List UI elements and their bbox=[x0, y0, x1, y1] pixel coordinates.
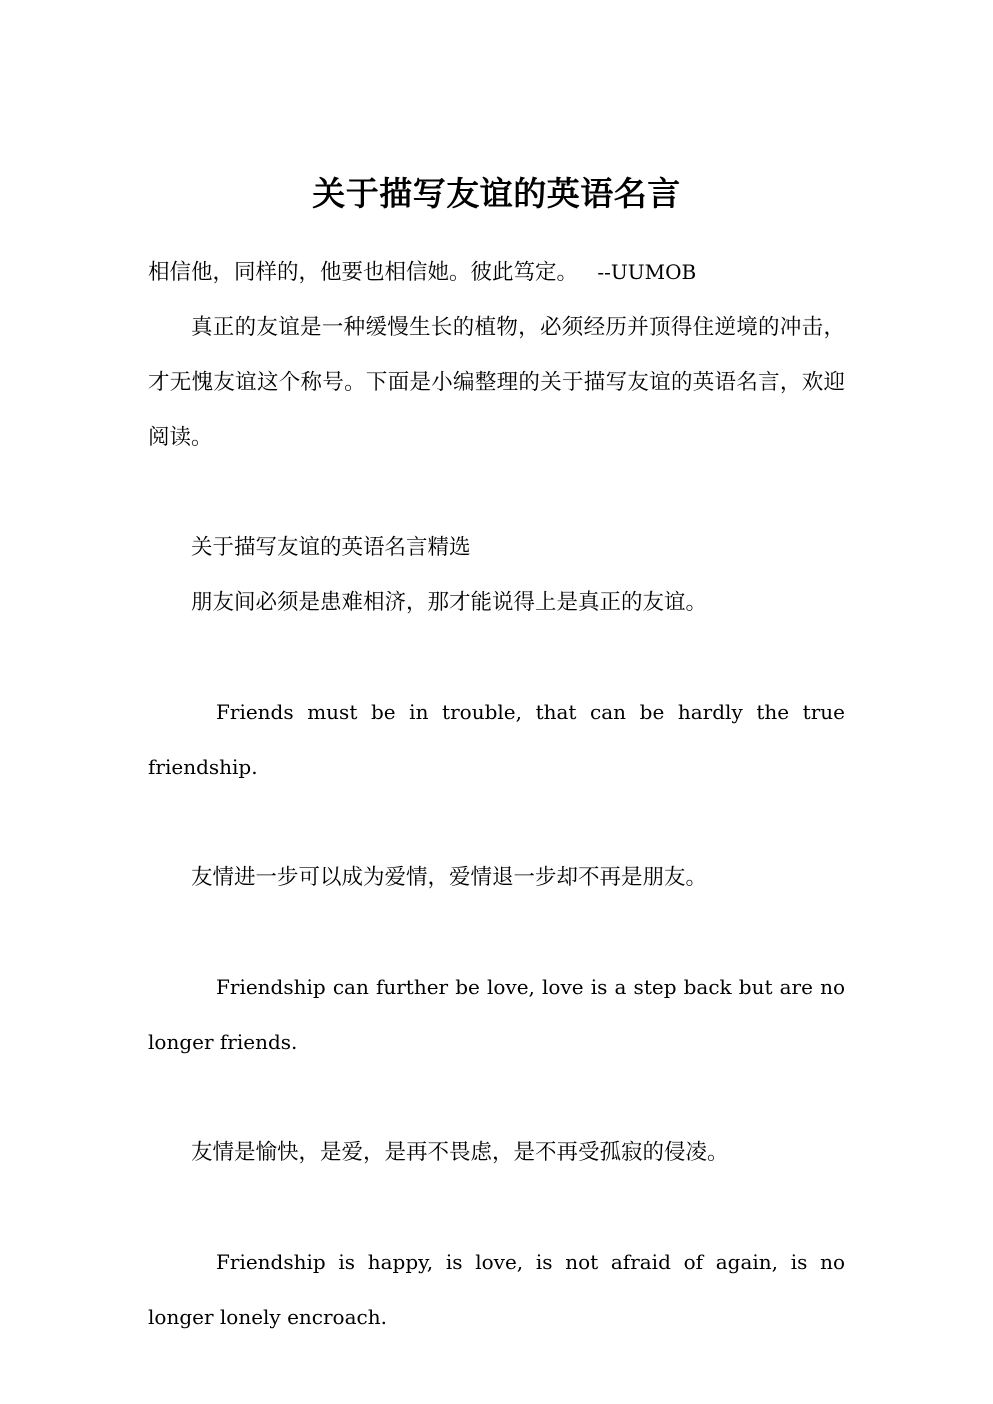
spacer bbox=[148, 795, 845, 850]
quote-english-3: Friendship is happy, is love, is not afraid of again, is no longer lonely encroach. bbox=[148, 1249, 845, 1329]
spacer bbox=[148, 905, 845, 960]
page-title: 关于描写友谊的英语名言 bbox=[312, 174, 681, 213]
spacer bbox=[148, 465, 845, 520]
quote-chinese-3: 友情是愉快，是爱，是再不畏虑，是不再受孤寂的侵凌。 bbox=[191, 1139, 729, 1165]
document-content bbox=[148, 0, 845, 1345]
section-heading: 关于描写友谊的英语名言精选 bbox=[191, 534, 471, 560]
quote-english-2: Friendship can further be love, love is a step back but are no longer friends. bbox=[148, 974, 845, 1054]
quote-chinese-2: 友情进一步可以成为爱情，爱情退一步却不再是朋友。 bbox=[191, 864, 708, 890]
spacer bbox=[148, 1070, 845, 1125]
attribution-line bbox=[148, 245, 845, 300]
attribution-source: --UUMOB bbox=[597, 259, 697, 284]
quote-chinese-1: 朋友间必须是患难相济，那才能说得上是真正的友谊。 bbox=[191, 589, 708, 615]
spacer bbox=[148, 630, 845, 685]
quote-english-1: Friends must be in trouble, that can be hardly the true friendship. bbox=[148, 699, 845, 779]
attribution-text: 相信他，同样的，他要也相信她。彼此笃定。 bbox=[148, 259, 579, 285]
intro-paragraph: 真正的友谊是一种缓慢生长的植物，必须经历并顶得住逆境的冲击，才无愧友谊这个称号。下面是小编整理的关于描写友谊的英语名言，欢迎阅读。 bbox=[148, 314, 845, 450]
spacer bbox=[148, 1180, 845, 1235]
